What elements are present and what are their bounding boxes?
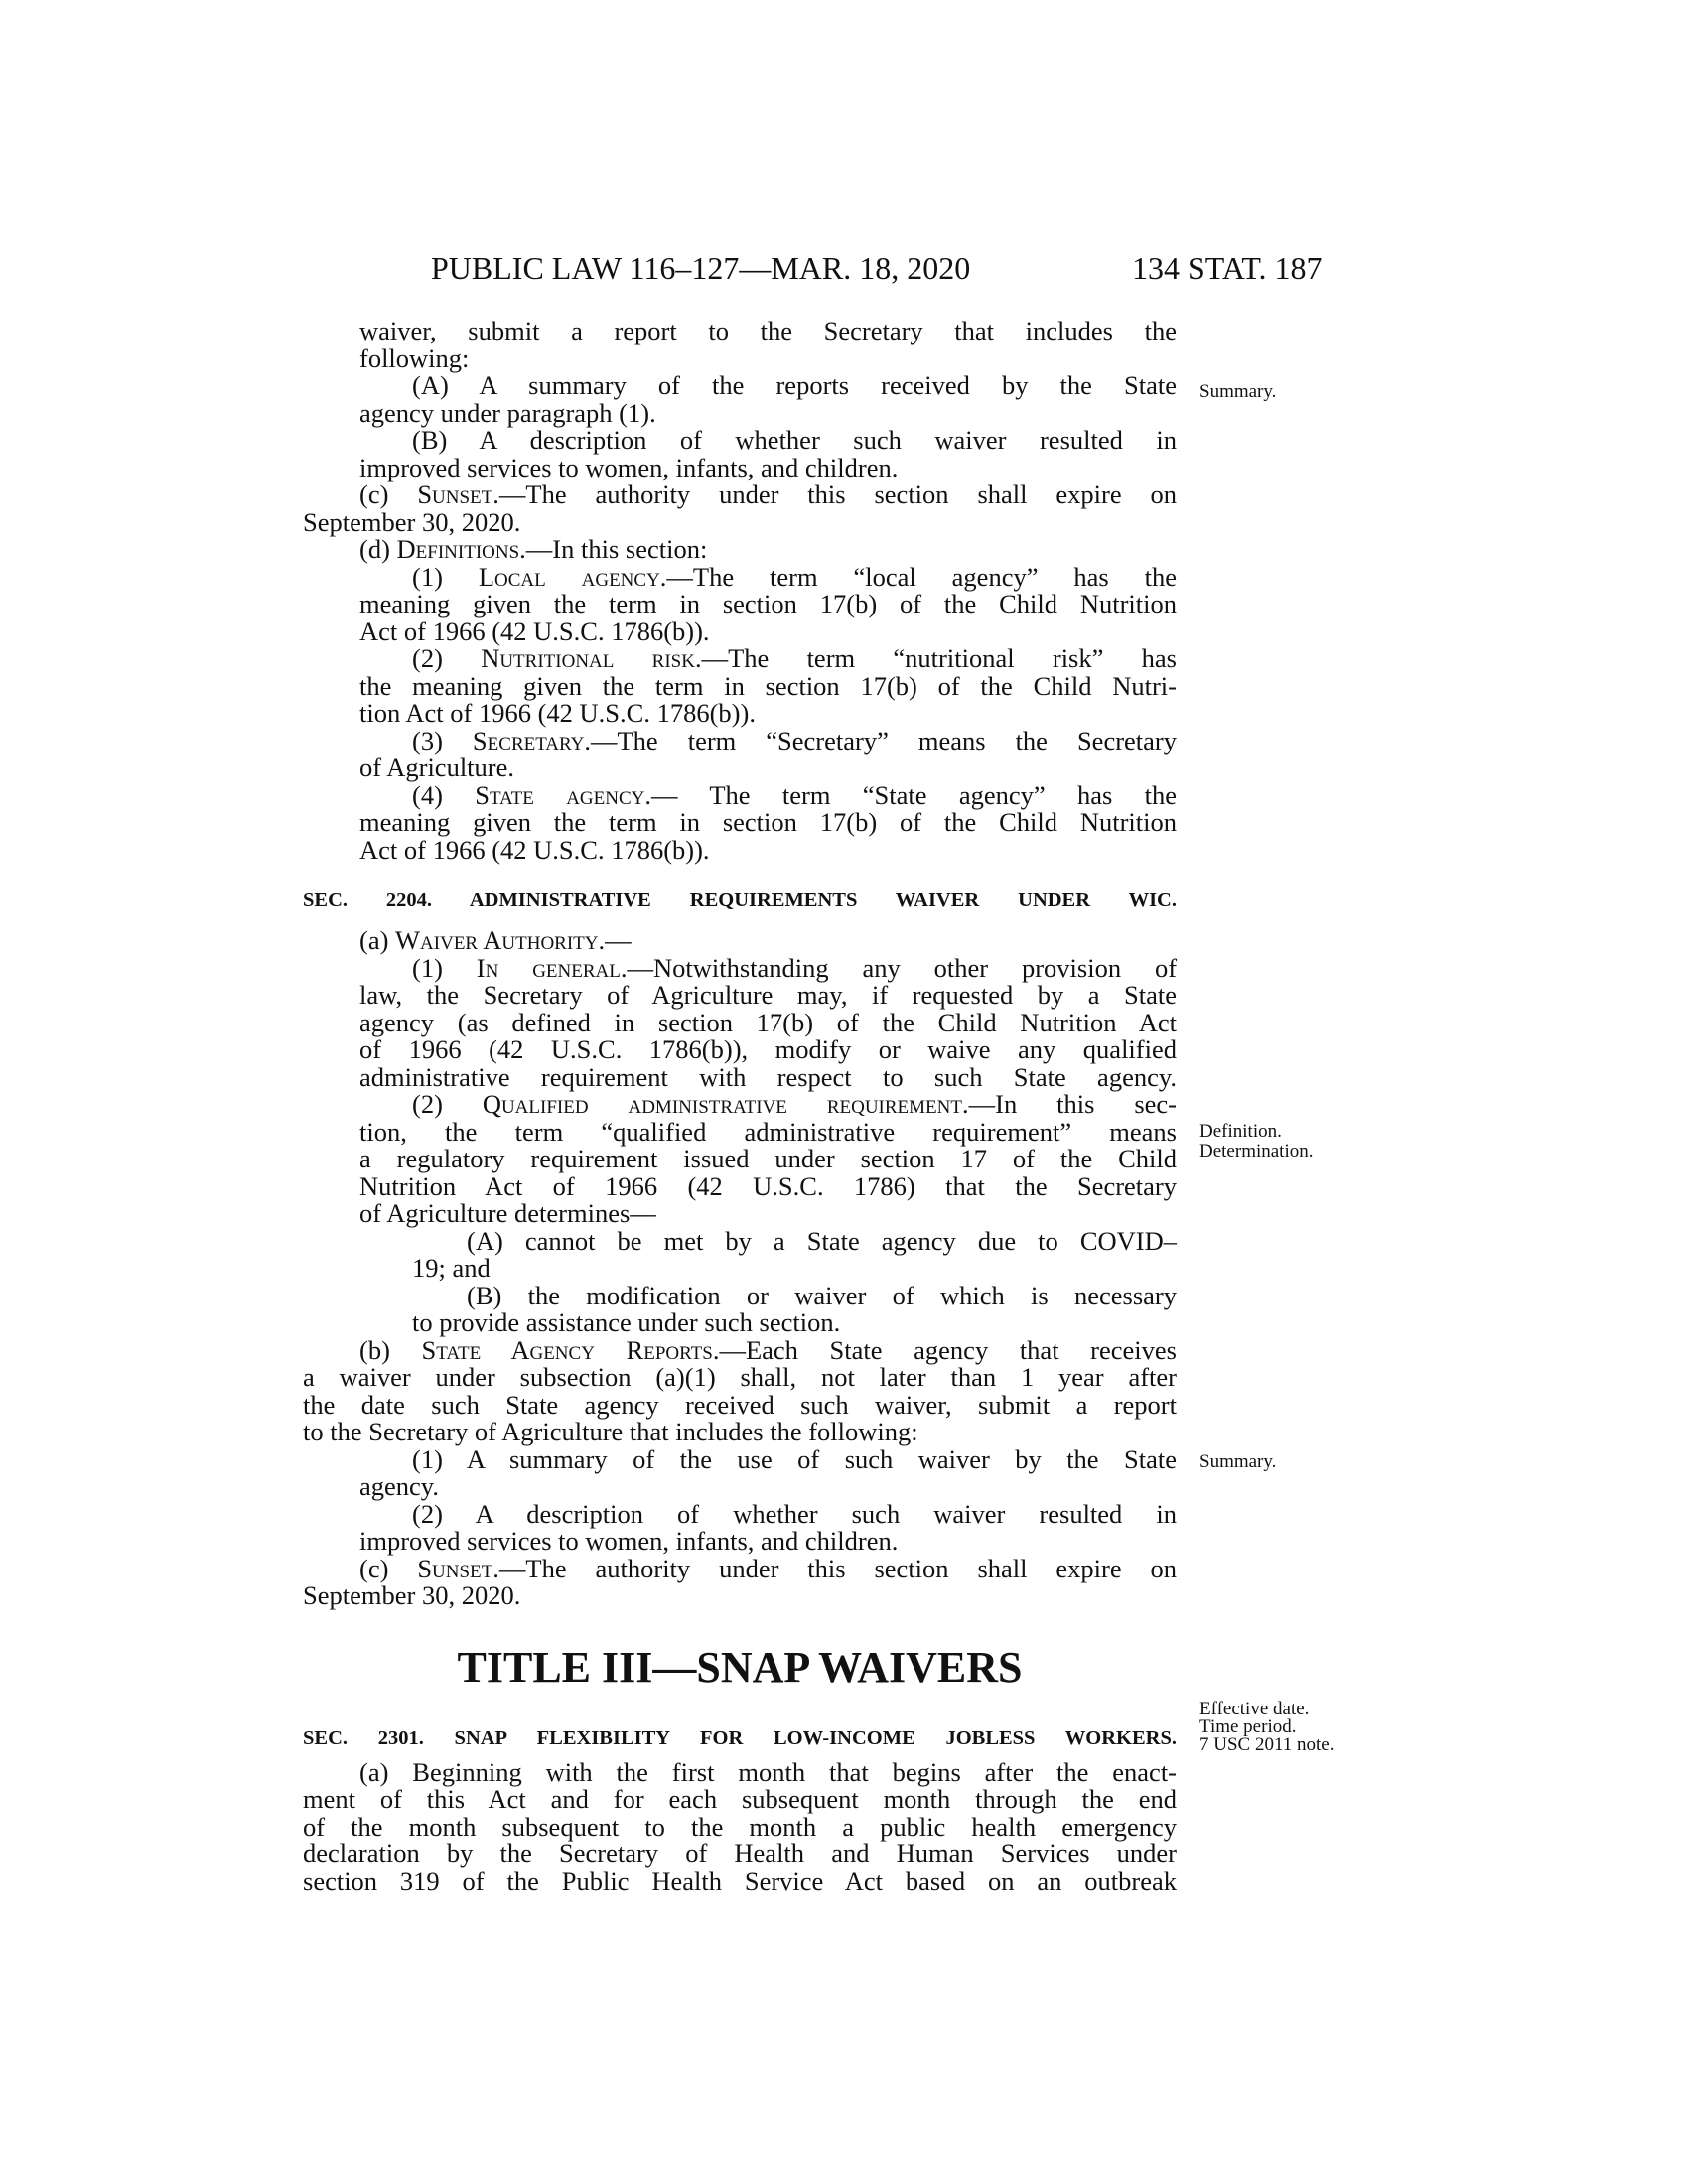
margin-note-text: Summary. (1199, 1451, 1277, 1472)
text-line: Act of 1966 (42 U.S.C. 1786(b)). (359, 615, 710, 646)
state-agency-reports-heading: (b) State Agency Reports.—Each State agency that receives (359, 1334, 1177, 1365)
margin-note-summary (1199, 382, 1276, 402)
text-line: to provide assistance under such section. (412, 1307, 841, 1337)
text-line: the meaning given the term in section 17(b) of the Child Nutri- (359, 670, 1177, 701)
margin-note-effective-date (1199, 1700, 1334, 1755)
text-line: improved services to women, infants, and children. (359, 452, 899, 482)
text-line: Act of 1966 (42 U.S.C. 1786(b)). (359, 834, 710, 865)
text-line: of 1966 (42 U.S.C. 1786(b)), modify or waive any qualified (359, 1034, 1177, 1064)
text-line: of Agriculture determines— (359, 1198, 656, 1228)
text-line: agency under paragraph (1). (359, 397, 656, 428)
text-line: declaration by the Secretary of Health and Human Services under (303, 1839, 1177, 1868)
in-general-heading: (1) In general.—Notwithstanding any other provision of (412, 952, 1178, 983)
text-line: agency (as defined in section 17(b) of the Child Nutrition Act (359, 1007, 1177, 1037)
definition-local-agency: (1) Local agency.—The term “local agency” has the (412, 561, 1177, 592)
text-line: improved services to women, infants, and children. (359, 1526, 899, 1556)
text-line: (a) Beginning with the first month that begins after the enact- (359, 1756, 1177, 1787)
text-line: (B) A description of whether such waiver resulted in (412, 425, 1177, 455)
text-line: a regulatory requirement issued under section 17 of the Child (359, 1144, 1177, 1173)
margin-note-text: Definition. (1199, 1121, 1282, 1142)
text-line: Nutrition Act of 1966 (42 U.S.C. 1786) that the Secretary (359, 1170, 1177, 1201)
text-line: (2) A description of whether such waiver resulted in (412, 1498, 1177, 1529)
margin-note-definition (1199, 1122, 1314, 1161)
text-line: (B) the modification or waiver of which is necessary (467, 1280, 1177, 1310)
text-line: of the month subsequent to the month a public health emergency (303, 1811, 1177, 1842)
definition-state-agency: (4) State agency.— The term “State agency” has the (412, 779, 1177, 810)
text-line: waiver, submit a report to the Secretary that includes the (359, 316, 1177, 345)
margin-note-text: Determination. (1199, 1141, 1314, 1161)
running-head: PUBLIC LAW 116–127—MAR. 18, 2020 (431, 250, 971, 286)
text-line: (A) cannot be met by a State agency due to COVID– (467, 1225, 1177, 1256)
sunset-heading: (c) Sunset.—The authority under this section shall expire on (359, 479, 1177, 509)
text-line: 19; and (412, 1253, 491, 1283)
text-line: (A) A summary of the reports received by the State (412, 370, 1177, 400)
margin-note-text: 7 USC 2011 note. (1199, 1734, 1335, 1755)
definition-secretary: (3) Secretary.—The term “Secretary” means the Secretary (412, 725, 1177, 755)
text-line: tion, the term “qualified administrative requirement” means (359, 1116, 1177, 1147)
text-line: of Agriculture. (359, 752, 515, 782)
margin-note-text: Time period. (1199, 1716, 1297, 1737)
margin-note-text: Effective date. (1199, 1699, 1310, 1719)
section-heading-2204: SEC. 2204. ADMINISTRATIVE REQUIREMENTS WAIVER UNDER WIC. (303, 889, 1177, 911)
text-line: September 30, 2020. (303, 506, 521, 537)
title-heading: TITLE III—SNAP WAIVERS (457, 1642, 1023, 1692)
margin-note-text: Summary. (1199, 381, 1277, 402)
text-line: meaning given the term in section 17(b) of the Child Nutrition (359, 807, 1177, 837)
text-line: the date such State agency received such waiver, submit a report (303, 1389, 1177, 1420)
text-line: law, the Secretary of Agriculture may, if requested by a State (359, 980, 1177, 1010)
qualified-requirement-heading: (2) Qualified administrative requirement.—In this sec- (412, 1089, 1177, 1119)
definitions-heading: (d) Definitions.—In this section: (359, 534, 708, 564)
text-line: to the Secretary of Agriculture that includes the following: (303, 1417, 918, 1446)
text-line: tion Act of 1966 (42 U.S.C. 1786(b)). (359, 698, 756, 728)
text-line: September 30, 2020. (303, 1580, 521, 1610)
text-line: following: (359, 342, 470, 373)
page-citation: 134 STAT. 187 (1132, 250, 1323, 286)
text-column (303, 318, 1177, 1895)
text-line: a waiver under subsection (a)(1) shall, not later than 1 year after (303, 1362, 1177, 1392)
section-heading-2301: SEC. 2301. SNAP FLEXIBILITY FOR LOW-INCOME JOBLESS WORKERS. (303, 1726, 1177, 1749)
text-line: meaning given the term in section 17(b) of the Child Nutrition (359, 589, 1177, 618)
text-line: (1) A summary of the use of such waiver by the State (412, 1443, 1177, 1474)
waiver-authority-heading: (a) Waiver Authority.— (359, 925, 632, 955)
margin-note-summary (1199, 1452, 1276, 1472)
text-line: ment of this Act and for each subsequent month through the end (303, 1784, 1177, 1814)
text-line: section 319 of the Public Health Service Act based on an outbreak (303, 1865, 1177, 1896)
sunset-heading: (c) Sunset.—The authority under this section shall expire on (359, 1553, 1177, 1583)
text-line: administrative requirement with respect to such State agency. (359, 1061, 1177, 1092)
definition-nutritional-risk: (2) Nutritional risk.—The term “nutritional risk” has (412, 643, 1177, 673)
text-line: agency. (359, 1471, 439, 1501)
page-header (0, 250, 1688, 290)
